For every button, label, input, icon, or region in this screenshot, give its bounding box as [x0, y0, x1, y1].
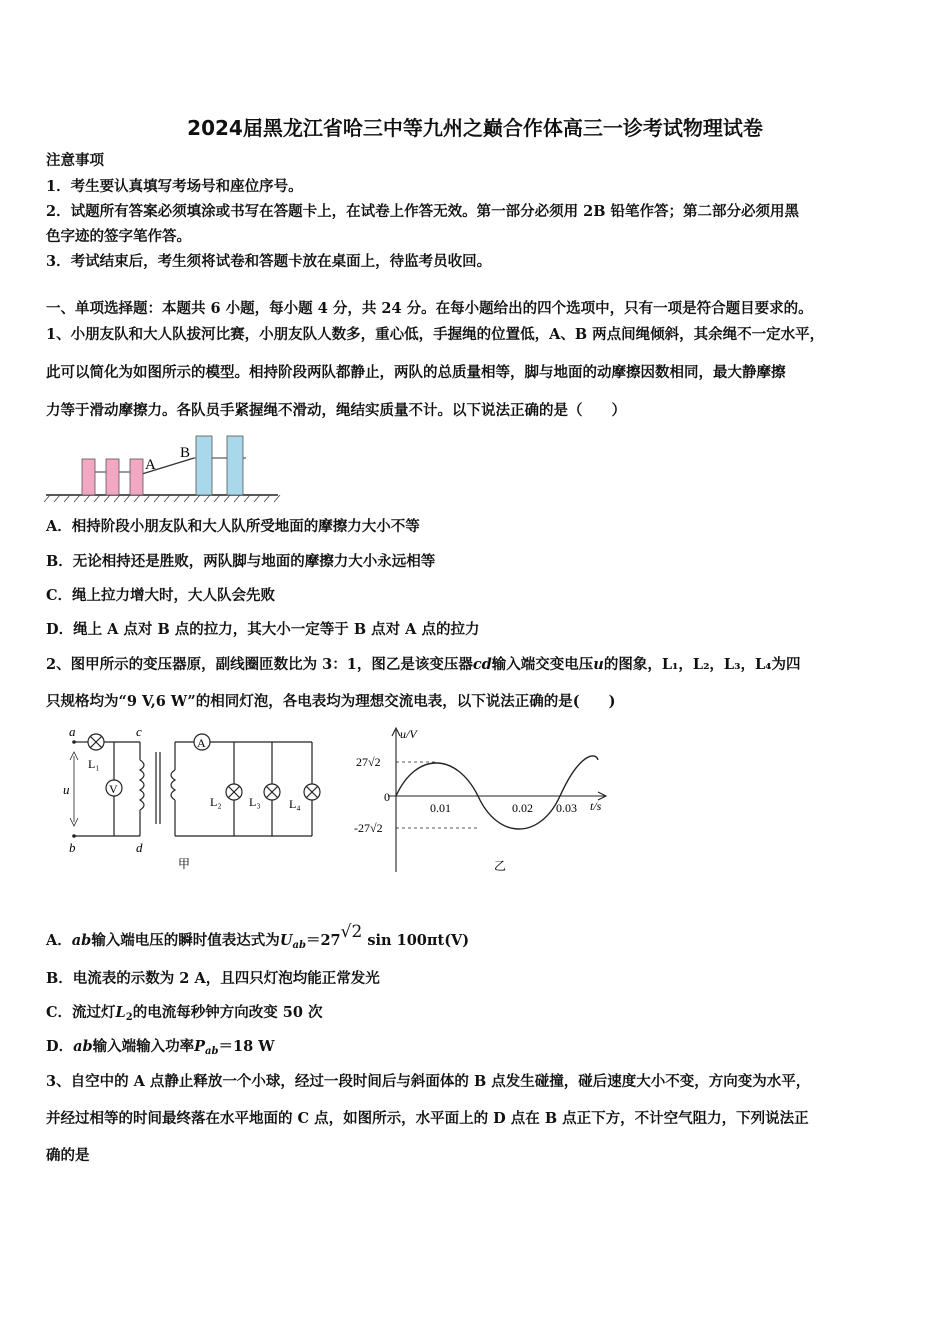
voltmeter-label: V	[109, 782, 118, 796]
y-tick-top: 27√2	[356, 755, 381, 769]
notice-item-2: 2．试题所有答案必须填涂或书写在答题卡上，在试卷上作答无效。第一部分必须用 2B 铅笔作答；第二部分必须用黑	[46, 203, 800, 220]
terminal-b-label: b	[69, 840, 76, 855]
ammeter-label: A	[197, 736, 206, 750]
x-tick-3: 0.03	[556, 801, 577, 815]
q2-option-b: B．电流表的示数为 2 A，且四只灯泡均能正常发光	[46, 970, 380, 987]
q3-stem-line-2: 并经过相等的时间最终落在水平地面的 C 点，如图所示，水平面上的 D 点在 B 点正下方，不计空气阻力，下列说法正	[46, 1110, 809, 1127]
point-b-label: B	[180, 445, 191, 461]
x-axis-label: t/s	[590, 799, 602, 813]
q3-stem-line-1: 3、自空中的 A 点静止释放一个小球，经过一段时间后与斜面体的 B 点发生碰撞，碰后速度大小不变，方向变为水平，	[46, 1073, 811, 1090]
q1-stem-line-1: 1、小朋友队和大人队拔河比赛，小朋友队人数多，重心低，手握绳的位置低，A、B 两点间绳倾斜，其余绳不一定水平，	[46, 326, 825, 343]
q2-stem-line-2: 只规格均为“9 V,6 W”的相同灯泡，各电表均为理想交流电表，以下说法正确的是( )	[46, 693, 616, 710]
q1-option-b: B．无论相持还是胜败，两队脚与地面的摩擦力大小永远相等	[46, 553, 436, 570]
q1-option-c: C．绳上拉力增大时，大人队会先败	[46, 587, 276, 604]
sine-curve	[396, 756, 598, 829]
terminal-c-label: c	[136, 724, 142, 739]
y-tick-bottom: -27√2	[354, 821, 383, 835]
terminal-a-label: a	[69, 724, 76, 739]
q1-tug-of-war-figure	[42, 428, 282, 508]
q1-option-d: D．绳上 A 点对 B 点的拉力，其大小一定等于 B 点对 A 点的拉力	[46, 621, 480, 638]
notice-heading: 注意事项	[46, 152, 104, 169]
child-figure	[82, 459, 95, 495]
child-figure	[106, 459, 119, 495]
q1-stem-line-3: 力等于滑动摩擦力。各队员手紧握绳不滑动，绳结实质量不计。以下说法正确的是（ ）	[46, 402, 626, 419]
figure-jia-caption: 甲	[178, 857, 191, 870]
voltage-u-label: u	[63, 782, 70, 797]
notice-item-1: 1．考生要认真填写考场号和座位序号。	[46, 178, 303, 195]
q1-option-a: A．相持阶段小朋友队和大人队所受地面的摩擦力大小不等	[46, 518, 420, 535]
notice-item-3: 3．考试结束后，考生须将试卷和答题卡放在桌面上，待监考员收回。	[46, 253, 492, 270]
q2-option-a: A．ab输入端电压的瞬时值表达式为$U_{ab}=27√2$ sin 100πt(V)	[46, 922, 470, 951]
lamp-l2-label: L₂	[210, 795, 222, 809]
q1-stem-line-2: 此可以简化为如图所示的模型。相持阶段两队都静止，两队的总质量相等，脚与地面的动摩擦因数相同，最大静摩擦	[46, 364, 786, 381]
adult-figure	[196, 436, 212, 495]
q2-transformer-circuit	[60, 724, 330, 870]
x-tick-1: 0.01	[430, 801, 451, 815]
lamp-l3-label: L₃	[249, 795, 261, 809]
q3-stem-line-3: 确的是	[46, 1147, 90, 1164]
section-heading: 一、单项选择题：本题共 6 小题，每小题 4 分，共 24 分。在每小题给出的四个选项中，只有一项是符合题目要求的。	[46, 300, 813, 317]
exam-title: 2024届黑龙江省哈三中等九州之巅合作体高三一诊考试物理试卷	[187, 116, 763, 140]
q2-voltage-graph	[350, 724, 620, 878]
origin-label: 0	[384, 790, 390, 804]
q2-option-c: C．流过灯$L_2$的电流每秒钟方向改变 50 次	[46, 1004, 323, 1023]
terminal-d-label: d	[136, 840, 143, 855]
q2-stem-line-1: 2、图甲所示的变压器原，副线圈匝数比为 3：1，图乙是该变压器cd输入端交变电压u的图象，L₁，L₂，L₃，L₄为四	[46, 656, 801, 673]
point-a-label: A	[145, 457, 156, 473]
notice-item-2-cont: 色字迹的签字笔作答。	[46, 228, 191, 245]
adult-figure	[227, 436, 243, 495]
y-axis-label: u/V	[400, 727, 417, 741]
child-figure	[130, 459, 143, 495]
lamp-l1-label: L₁	[88, 757, 100, 771]
q2-option-d: D．ab输入端输入功率$P_{ab}=18$ W	[46, 1038, 275, 1057]
x-tick-2: 0.02	[512, 801, 533, 815]
figure-yi-caption: 乙	[494, 859, 507, 873]
lamp-l4-label: L₄	[289, 797, 301, 811]
